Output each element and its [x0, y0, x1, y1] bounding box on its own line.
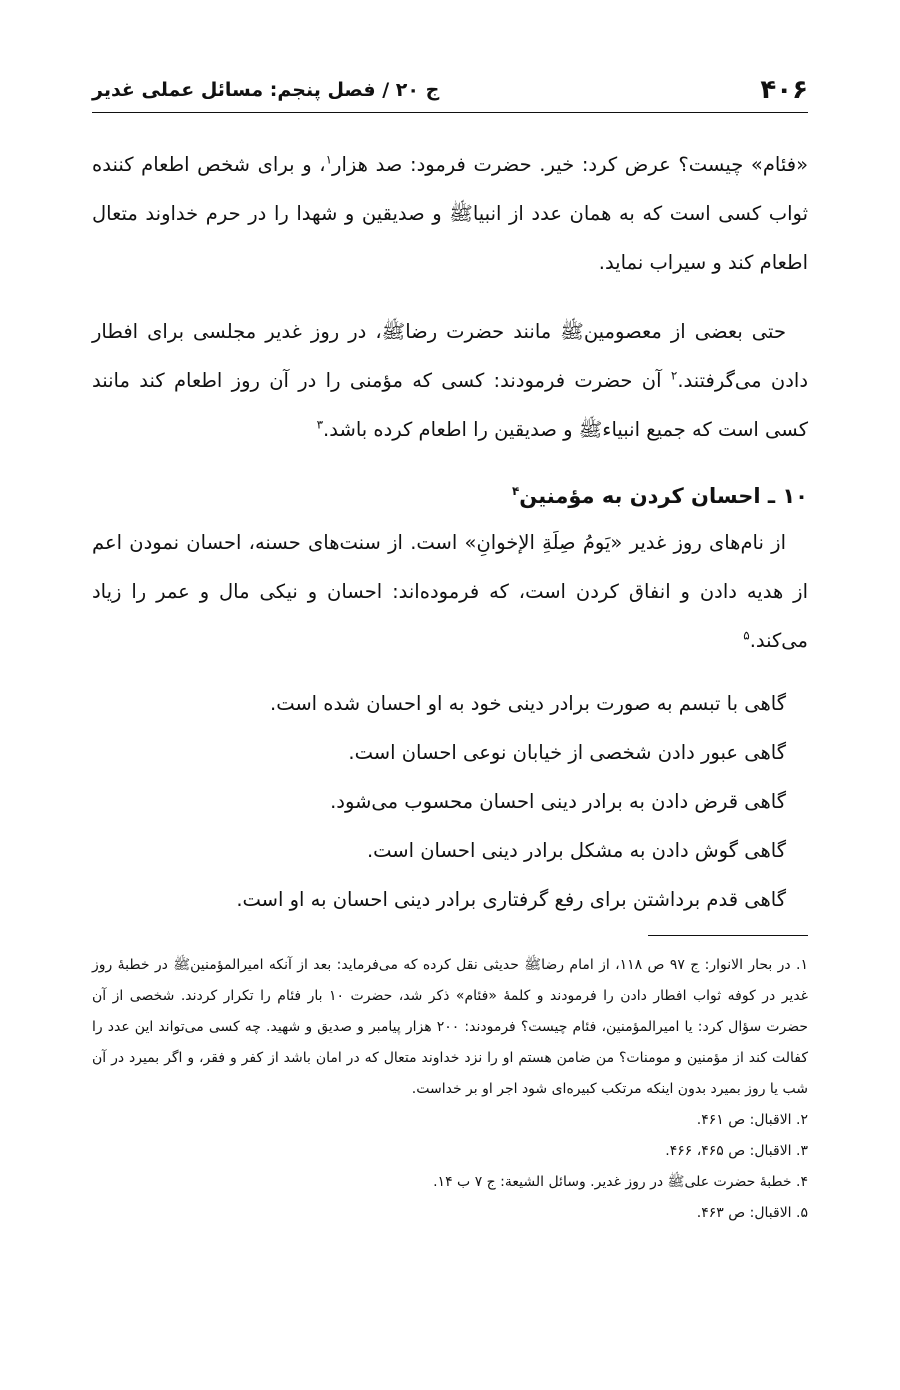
paragraph-2 [92, 307, 808, 454]
paragraph-1-text-a: «فئام» چیست؟ عرض کرد: خیر. حضرت فرمود: صد هزار [332, 153, 809, 176]
paragraph-1 [92, 140, 808, 287]
running-head: ج ۲۰ / فصل پنجم: مسائل عملی غدیر [92, 79, 440, 101]
footnote-ref-2[interactable]: ۲ [670, 368, 678, 383]
kindness-list [92, 679, 808, 924]
section-heading [92, 474, 808, 518]
footnote-3: ۳. الاقبال: ص ۴۶۵، ۴۶۶. [665, 1143, 808, 1159]
footnote-5: ۵. الاقبال: ص ۴۶۳. [696, 1205, 808, 1221]
list-item: گاهی عبور دادن شخصی از خیابان نوعی احسان است. [348, 741, 786, 764]
list-item: گاهی قدم برداشتن برای رفع گرفتاری برادر دینی احسان به او است. [236, 888, 786, 911]
footnote-ref-4[interactable]: ۴ [511, 484, 520, 498]
main-text [92, 140, 808, 924]
footnotes [92, 950, 808, 1229]
footnote-ref-1[interactable]: ۱ [325, 152, 333, 167]
paragraph-2-text-b: آن حضرت فرمودند: کسی که مؤمنی را در آن روز اطعام کند مانند کسی است که جمیع انبیاءﷺ و صدیقین را اطعام کرده باشد. [92, 369, 808, 441]
page-number: ۴۰۶ [760, 75, 808, 105]
footnote-2: ۲. الاقبال: ص ۴۶۱. [696, 1112, 808, 1128]
footnote-divider [648, 935, 808, 936]
list-item: گاهی گوش دادن به مشکل برادر دینی احسان است. [366, 839, 786, 862]
paragraph-3 [92, 518, 808, 665]
list-item: گاهی با تبسم به صورت برادر دینی خود به او احسان شده است. [270, 692, 786, 715]
footnote-ref-5[interactable]: ۵ [743, 628, 750, 643]
footnote-ref-3[interactable]: ۳ [316, 417, 324, 432]
paragraph-2-text-a: حتی بعضی از معصومینﷺ مانند حضرت رضاﷺ، در روز غدیر مجلسی برای افطار دادن می‌گرفتند. [92, 320, 808, 392]
paragraph-1-text-b: ، و برای شخص اطعام کننده ثواب کسی است که به همان عدد از انبیاﷺ و صدیقین و شهدا را در حرم خداوند متعال اطعام کند و سیراب نماید. [92, 153, 808, 274]
section-heading-text: ۱۰ ـ احسان کردن به مؤمنین [519, 484, 808, 508]
footnote-4: ۴. خطبهٔ حضرت علیﷺ در روز غدیر. وسائل الشیعة: ج ۷ ب ۱۴. [433, 1174, 808, 1190]
page-header [92, 68, 808, 113]
list-item: گاهی قرض دادن به برادر دینی احسان محسوب می‌شود. [330, 790, 786, 813]
footnote-1: ۱. در بحار الانوار: ج ۹۷ ص ۱۱۸، از امام رضاﷺ حدیثی نقل کرده که می‌فرماید: بعد از آنکه امیرالمؤمنینﷺ در خطبهٔ روز غدیر در کوفه ثواب افطار دادن را فرمودند و کلمهٔ «فئام» ذکر شد، حضرت ۱۰ بار فئام را تکرار کردند. شخصی از آن حضرت سؤال کرد: یا امیرالمؤمنین، فئام چیست؟ فرمودند: ۲۰۰ هزار پیامبر و صدیق و شهید. چه کسی می‌تواند این عدد را کفالت کند از مؤمنین و مومنات؟ من ضامن هستم او را نزد خداوند متعال که در امان باشد از کفر و فقر، و اگر بمیرد در آن شب یا روز بمیرد بدون اینکه مرتکب کبیره‌ای شود اجر او بر خداست. [92, 957, 809, 1097]
paragraph-3-text: از نام‌های روز غدیر «یَومُ صِلَةِ الإخوانِ» است. از سنت‌های حسنه، احسان نمودن اعم از هدیه دادن و انفاق کردن است، که فرموده‌اند: احسان و نیکی مال و عمر را زیاد می‌کند. [92, 531, 808, 652]
